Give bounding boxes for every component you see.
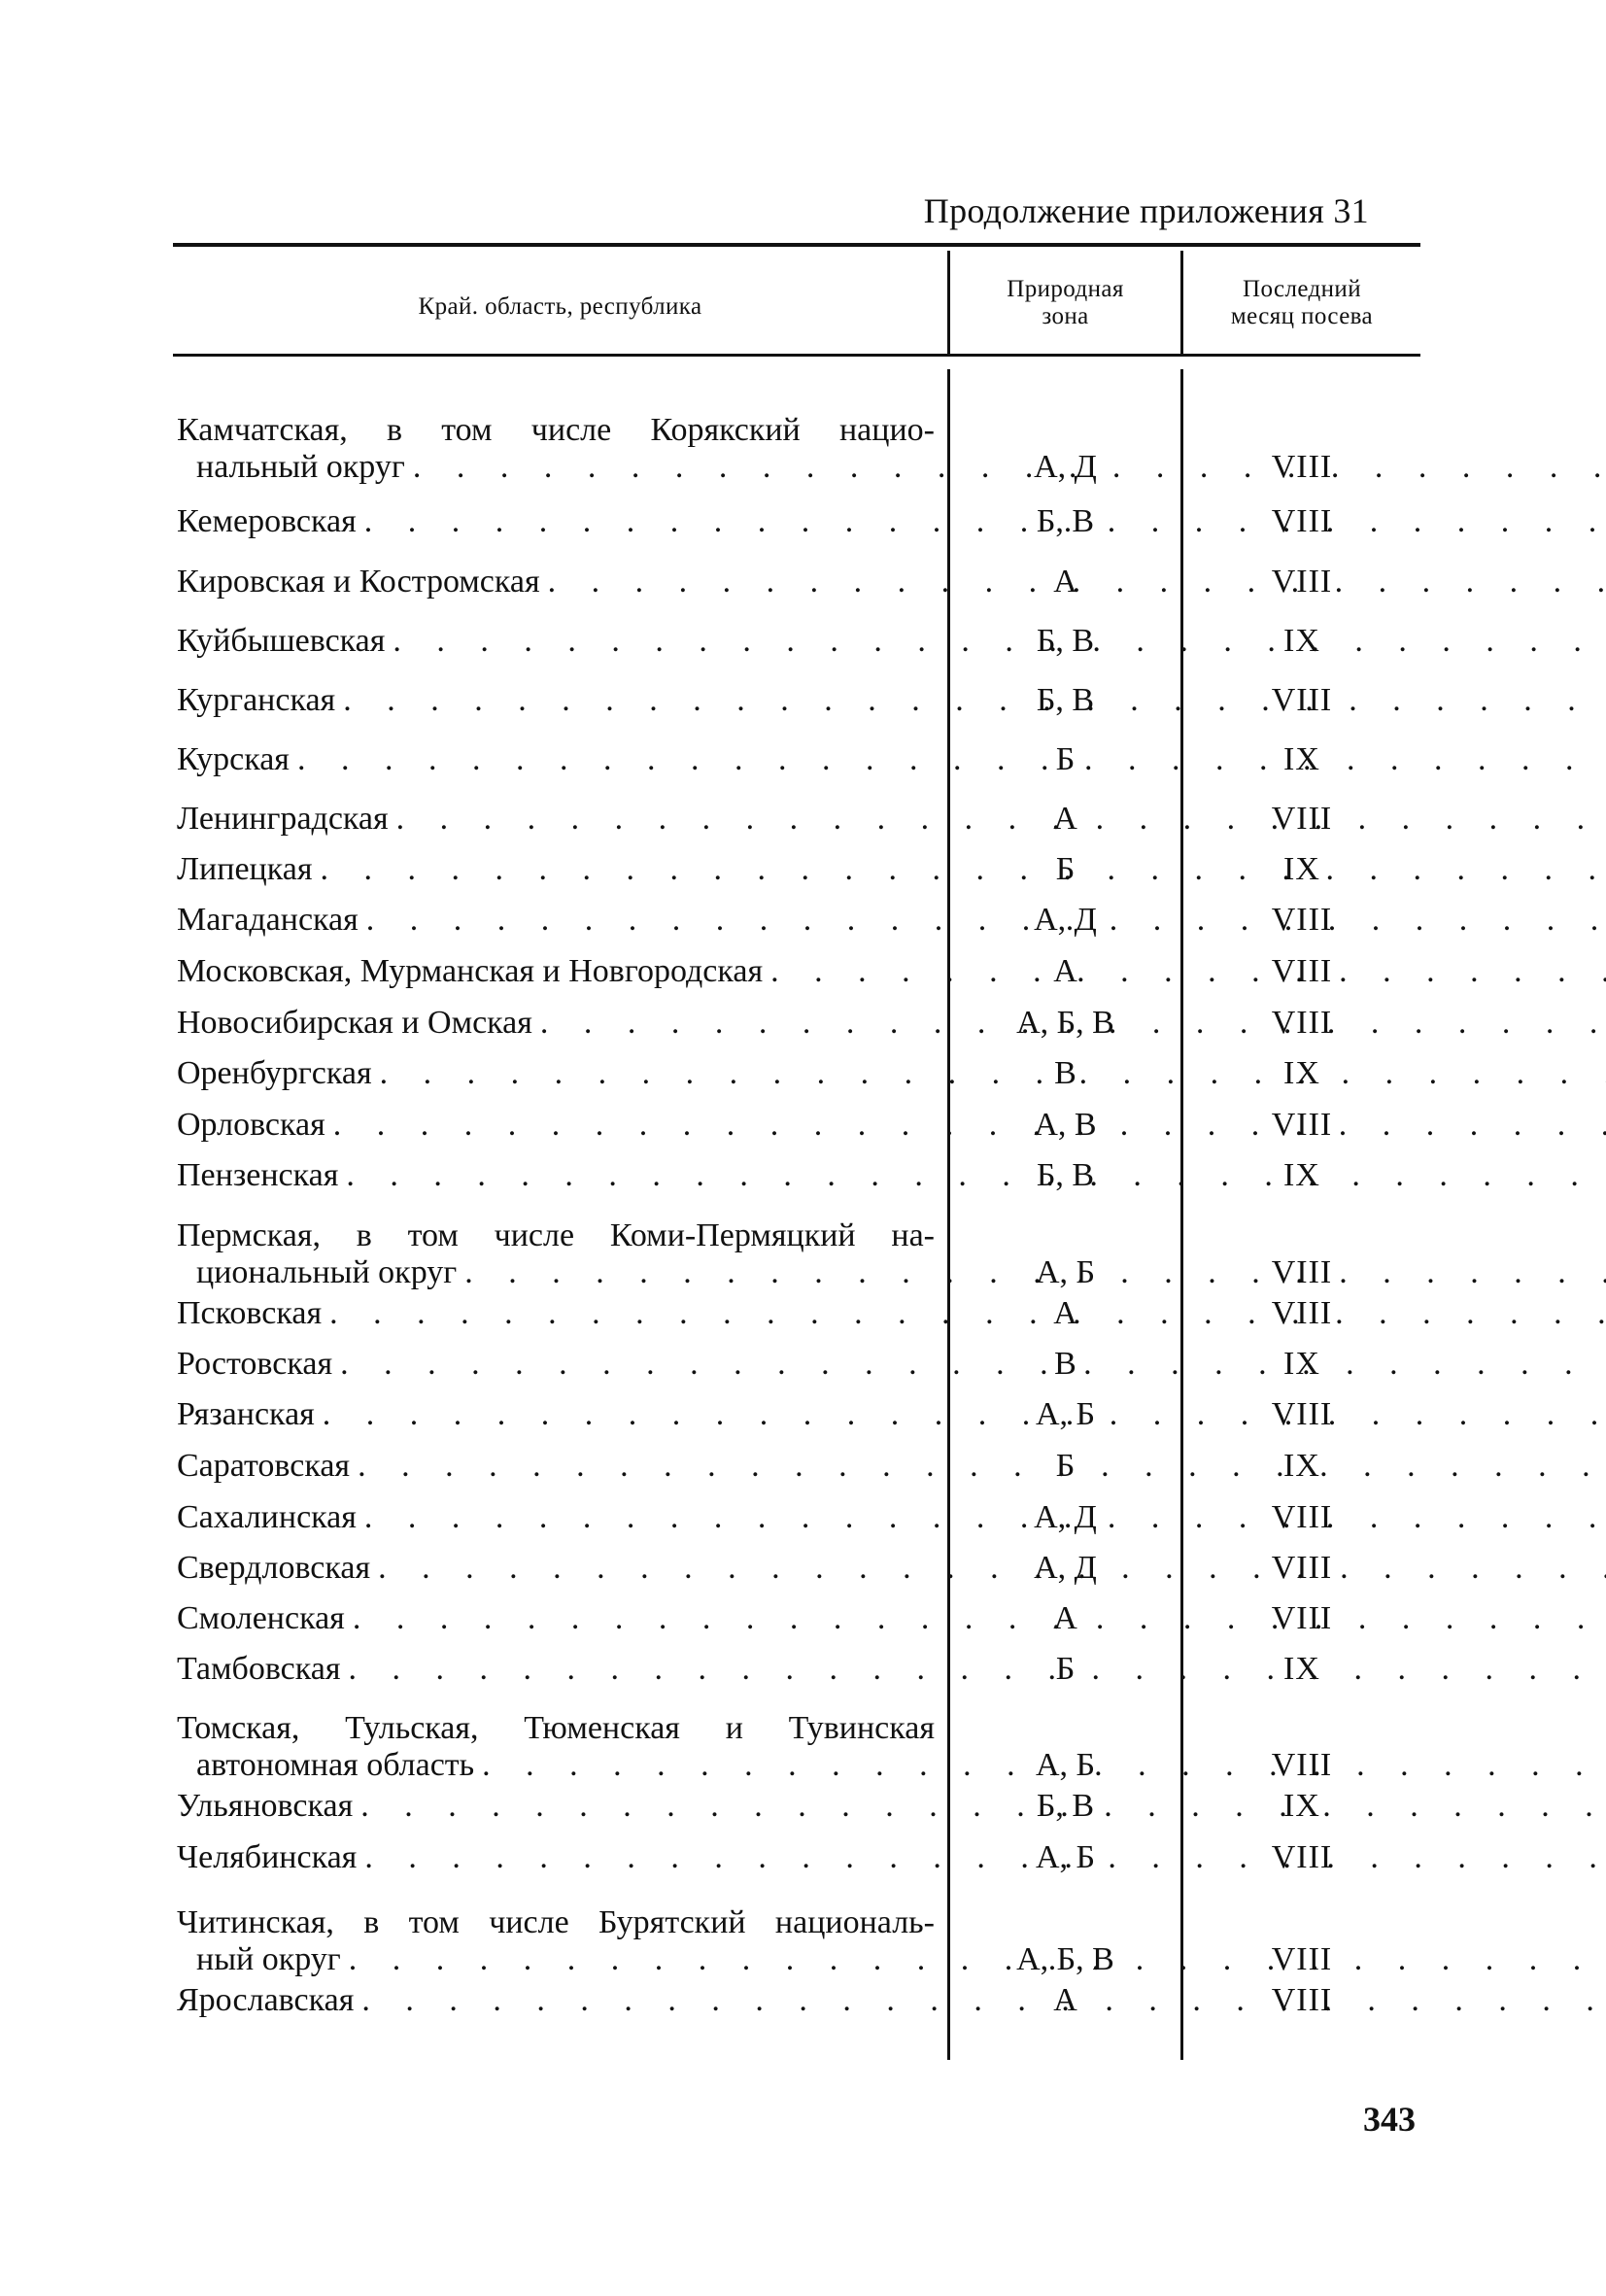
region-cell (177, 682, 935, 719)
region-cell (177, 741, 935, 778)
region-name: Псковская (177, 1295, 323, 1331)
month-cell: IX (1283, 1788, 1320, 1824)
month-cell: VIII (1271, 1295, 1333, 1331)
zone-cell: Б, В (1036, 503, 1095, 539)
zone-cell: А (1053, 801, 1077, 837)
month-cell: VIII (1271, 1254, 1333, 1290)
region-name-line: Томская, Тульская, Тюменская и Тувинская (177, 1710, 935, 1746)
region-cell (177, 801, 935, 838)
zone-cell: Б, В (1036, 1788, 1095, 1824)
region-cell (177, 953, 935, 990)
region-cell (177, 1839, 935, 1876)
region-name: Ульяновская (177, 1788, 354, 1824)
month-cell: VIII (1271, 564, 1333, 600)
zone-cell: В (1054, 1055, 1076, 1091)
region-cell (177, 1346, 935, 1383)
table-top-rule (173, 243, 1420, 247)
region-cell (177, 1788, 935, 1825)
region-name: Смоленская (177, 1600, 345, 1636)
month-cell: IX (1283, 1448, 1320, 1484)
region-cell (177, 1295, 935, 1332)
month-cell: IX (1283, 1346, 1320, 1382)
region-cell (177, 623, 935, 660)
zone-cell: А, Д (1034, 1550, 1097, 1586)
region-cell (177, 1710, 935, 1784)
region-name: Кировская и Костромская (177, 564, 540, 600)
zone-cell: Б (1055, 851, 1076, 887)
region-name-line: Пермская, в том числе Коми-Пермяцкий на- (177, 1217, 935, 1253)
zone-cell: А (1053, 1982, 1077, 2018)
region-name: Свердловская (177, 1550, 371, 1586)
month-cell: VIII (1271, 801, 1333, 837)
column-header-zone-line2: зона (1042, 303, 1089, 329)
month-cell: VIII (1271, 503, 1333, 539)
region-name: Куйбышевская (177, 623, 386, 659)
region-cell (177, 1217, 935, 1291)
zone-cell: А, Б, В (1016, 1005, 1114, 1041)
region-name: Липецкая (177, 851, 313, 887)
region-cell (177, 503, 935, 540)
region-cell (177, 564, 935, 600)
region-name: Челябинская (177, 1839, 358, 1875)
zone-cell: Б (1055, 1651, 1076, 1687)
region-name-line: Камчатская, в том числе Корякский нацио- (177, 412, 935, 448)
zone-cell: А (1053, 1295, 1077, 1331)
region-name: нальный округ (196, 449, 405, 485)
region-name: Кемеровская (177, 503, 357, 539)
column-header-month-line2: месяц посева (1230, 303, 1374, 329)
month-cell: VIII (1271, 1747, 1333, 1783)
region-name: Курганская (177, 682, 336, 718)
region-name: циональный округ (196, 1254, 458, 1290)
zone-cell: А, Б (1035, 1839, 1096, 1875)
region-cell (177, 1600, 935, 1637)
zone-cell: В (1054, 1346, 1076, 1382)
column-header-zone-line1: Природная (1007, 276, 1124, 302)
region-name: Рязанская (177, 1396, 315, 1432)
zone-cell: А, Б (1035, 1254, 1096, 1290)
region-cell (177, 1499, 935, 1536)
region-name: ный округ (196, 1941, 341, 1977)
region-name: Ростовская (177, 1346, 333, 1382)
zone-cell: Б, В (1036, 623, 1095, 659)
region-name: Московская, Мурманская и Новгородская (177, 953, 764, 989)
region-name-line: Читинская, в том числе Бурятский националь- (177, 1904, 935, 1940)
month-cell: VIII (1271, 1396, 1333, 1432)
zone-cell: Б (1055, 1448, 1076, 1484)
region-cell (177, 1107, 935, 1144)
month-cell: IX (1283, 1651, 1320, 1687)
region-name: Орловская (177, 1107, 325, 1143)
month-cell: VIII (1271, 902, 1333, 938)
region-name: Тамбовская (177, 1651, 341, 1687)
zone-cell: Б (1055, 741, 1076, 777)
zone-cell: Б, В (1036, 682, 1095, 718)
month-cell: VIII (1271, 1839, 1333, 1875)
region-cell (177, 1550, 935, 1587)
month-cell: IX (1283, 851, 1320, 887)
month-cell: VIII (1271, 1550, 1333, 1586)
zone-cell: А (1053, 953, 1077, 989)
region-cell (177, 1982, 935, 2019)
month-cell: VIII (1271, 1600, 1333, 1636)
region-cell (177, 1055, 935, 1092)
region-cell (177, 1005, 935, 1042)
month-cell: VIII (1271, 682, 1333, 718)
region-cell (177, 1157, 935, 1194)
month-cell: IX (1283, 741, 1320, 777)
month-cell: IX (1283, 1157, 1320, 1193)
column-header-month-line1: Последний (1243, 276, 1361, 302)
column-header-zone (950, 276, 1180, 330)
region-name: Сахалинская (177, 1499, 357, 1535)
region-cell (177, 1651, 935, 1688)
zone-cell: Б, В (1036, 1157, 1095, 1193)
zone-cell: А, В (1034, 1107, 1097, 1143)
region-name: Саратовская (177, 1448, 351, 1484)
column-header-month (1183, 276, 1420, 330)
region-name: Курская (177, 741, 290, 777)
month-cell: VIII (1271, 1499, 1333, 1535)
zone-cell: А, Д (1034, 902, 1097, 938)
month-cell: VIII (1271, 1005, 1333, 1041)
zone-cell: А, Б (1035, 1747, 1096, 1783)
page-number: 343 (1363, 2100, 1416, 2139)
region-cell (177, 1904, 935, 1978)
region-name: Ленинградская (177, 801, 389, 837)
zone-cell: А, Б, В (1016, 1941, 1114, 1977)
region-name: автономная область (196, 1747, 475, 1783)
month-cell: VIII (1271, 449, 1333, 485)
column-header-region: Край. область, республика (418, 293, 702, 320)
table-header-rule (173, 354, 1420, 357)
month-cell: VIII (1271, 1107, 1333, 1143)
region-name: Новосибирская и Омская (177, 1005, 532, 1041)
region-name: Пензенская (177, 1157, 339, 1193)
region-cell (177, 412, 935, 486)
month-cell: IX (1283, 1055, 1320, 1091)
zone-cell: А (1053, 1600, 1077, 1636)
month-cell: VIII (1271, 1941, 1333, 1977)
zone-cell: А (1053, 564, 1077, 600)
region-name: Оренбургская (177, 1055, 372, 1091)
zone-cell: А, Б (1035, 1396, 1096, 1432)
region-cell (177, 1396, 935, 1433)
region-cell (177, 851, 935, 888)
region-cell (177, 902, 935, 939)
region-name: Ярославская (177, 1982, 355, 2018)
month-cell: VIII (1271, 953, 1333, 989)
region-cell (177, 1448, 935, 1485)
month-cell: IX (1283, 623, 1320, 659)
month-cell: VIII (1271, 1982, 1333, 2018)
region-name: Магаданская (177, 902, 359, 938)
zone-cell: А, Д (1034, 1499, 1097, 1535)
zone-cell: А, Д (1034, 449, 1097, 485)
continuation-caption: Продолжение приложения 31 (923, 191, 1369, 230)
